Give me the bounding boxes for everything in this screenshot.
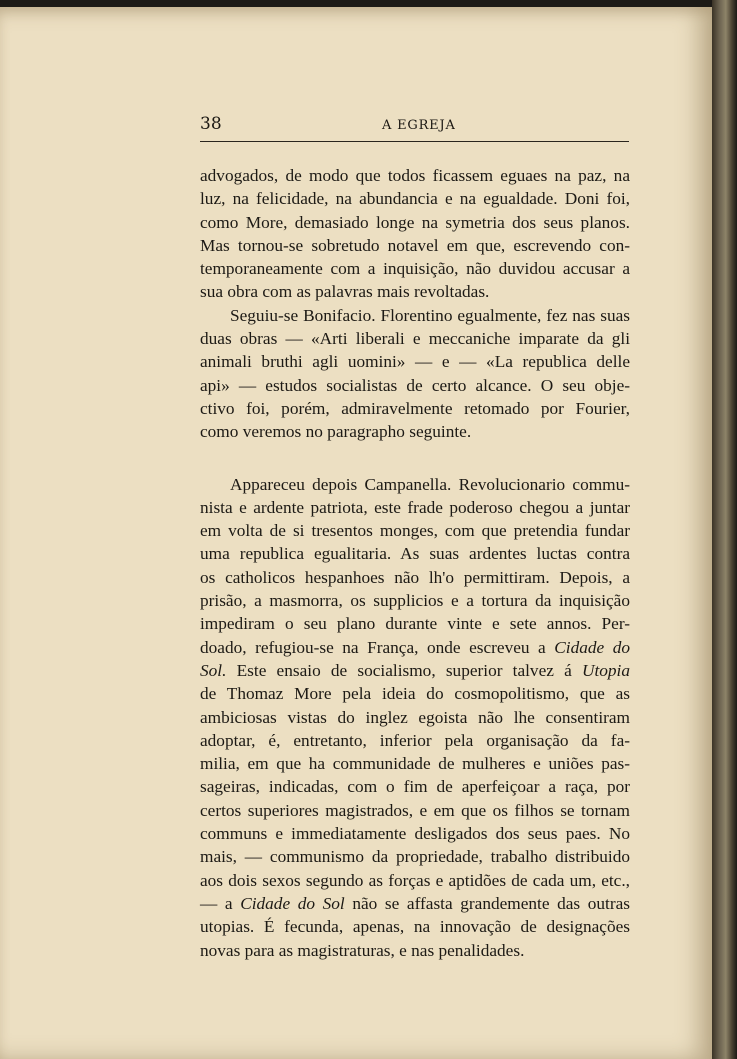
text-line: temporaneamente com a inquisição, não duvidou accusar a	[200, 259, 630, 279]
text-line: certos superiores magistrados, e em que os filhos se tornam	[200, 800, 630, 820]
text-line: adoptar, é, entretanto, inferior pela organisação da fa-	[200, 730, 630, 750]
italic-title: Cidade do Sol	[240, 893, 345, 913]
text-line: Seguiu-se Bonifacio. Florentino egualmente, fez nas suas	[230, 305, 630, 325]
text-line: aos dois sexos segundo as forças e aptidões de cada um, etc.,	[200, 870, 630, 890]
text-line: uma republica egualitaria. As suas ardentes luctas contra	[200, 544, 630, 564]
text-line: novas para as magistraturas, e nas penalidades.	[200, 940, 525, 960]
text-line: duas obras — «Arti liberali e meccaniche imparate da gli	[200, 329, 630, 349]
running-title: A EGREJA	[382, 118, 456, 133]
text-line: milia, em que ha communidade de mulheres e uniões pas-	[200, 754, 630, 774]
text-fragment: Este ensaio de socialismo, superior talvez á	[236, 660, 572, 680]
body-text	[200, 164, 630, 962]
text-line: communs e immediatamente desligados dos seus paes. No	[200, 824, 630, 844]
text-line	[200, 892, 630, 915]
text-line: advogados, de modo que todos ficassem eguaes na paz, na	[200, 166, 630, 185]
italic-title: Utopia	[581, 660, 630, 680]
text-line: ambiciosas vistas do inglez egoista não lhe consentiram	[200, 707, 630, 727]
page-number: 38	[200, 114, 222, 134]
header-rule	[200, 141, 629, 142]
italic-title: Sol.	[200, 660, 227, 680]
text-line: Mas tornou-se sobretudo notavel em que, escrevendo con-	[200, 235, 630, 255]
text-line: Appareceu depois Campanella. Revolucionario commu-	[230, 474, 630, 494]
text-line: os catholicos hespanhoes não lh'o permittiram. Depois, a	[200, 567, 630, 587]
paragraph-2	[200, 304, 630, 444]
paragraph-3	[200, 473, 630, 962]
text-line	[200, 659, 630, 682]
text-line: sua obra com as palavras mais revoltadas.	[200, 282, 490, 302]
text-line: luz, na felicidade, na abundancia e na egualdade. Doni foi,	[200, 189, 630, 209]
page-header	[200, 114, 630, 140]
text-line: em volta de si tresentos monges, com que pretendia fundar	[200, 521, 630, 541]
text-line: como More, demasiado longe na symetria dos seus planos.	[200, 212, 630, 232]
paragraph-1	[200, 164, 630, 304]
text-line: nista e ardente patriota, este frade poderoso chegou a juntar	[200, 497, 630, 517]
text-line: mais, — communismo da propriedade, trabalho distribuido	[200, 847, 630, 867]
text-line: prisão, a masmorra, os supplicios e a tortura da inquisição	[200, 591, 630, 611]
text-fragment: não se affasta grandemente das outras	[352, 893, 630, 913]
text-line: animali bruthi agli uomini» — e — «La republica delle	[200, 352, 630, 372]
text-fragment: doado, refugiou-se na França, onde escreveu a	[200, 637, 546, 657]
text-line: impediram o seu plano durante vinte e sete annos. Per-	[200, 614, 630, 634]
book-edge	[712, 0, 737, 1059]
text-line: utopias. É fecunda, apenas, na innovação de designações	[200, 917, 630, 937]
text-fragment: — a	[200, 893, 233, 913]
italic-title: Cidade do	[554, 637, 630, 657]
text-line: sageiras, indicadas, com o fim de aperfeiçoar a raça, por	[200, 777, 630, 797]
text-line: api» — estudos socialistas de certo alcance. O seu obje-	[200, 375, 630, 395]
paragraph-gap	[200, 444, 630, 473]
text-line: como veremos no paragrapho seguinte.	[200, 422, 472, 442]
text-line: de Thomaz More pela ideia do cosmopolitismo, que as	[200, 684, 630, 704]
text-line	[200, 636, 630, 659]
text-line: ctivo foi, porém, admiravelmente retomado por Fourier,	[200, 398, 630, 418]
